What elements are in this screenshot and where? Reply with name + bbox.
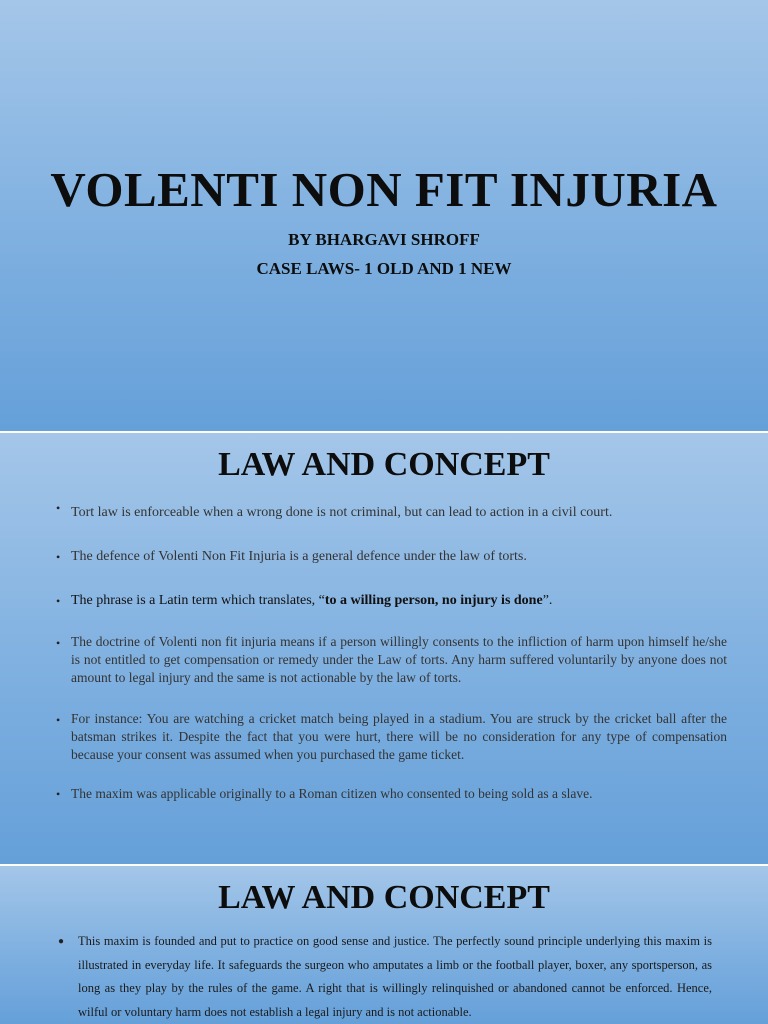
author-byline: BY BHARGAVI SHROFF [288, 230, 480, 249]
bullet-icon: • [56, 594, 61, 608]
bullet-text: Tort law is enforceable when a wrong done is not criminal, but can lead to action in a civil court. [71, 505, 613, 520]
bullet-item [58, 930, 712, 1024]
bullet-text: The doctrine of Volenti non fit injuria means if a person willingly consents to the infliction of harm upon himself he/she is not entitled to get compensation or remedy under the Law of torts. Any harm suffered voluntarily by anyone does not amount to legal injury and the same is not actionable by the law of torts. [71, 634, 727, 685]
bullet-item [56, 710, 727, 764]
bullet-icon: • [56, 501, 61, 515]
bullet-item [56, 786, 727, 802]
bullet-icon: ● [58, 936, 65, 947]
bullet-text-before: The phrase is a Latin term which translates, “ [71, 593, 325, 608]
bullet-icon: • [56, 550, 61, 564]
bullet-item [56, 549, 727, 565]
slide-heading: LAW AND CONCEPT [218, 879, 550, 916]
bullet-item [56, 593, 727, 609]
bullet-text: For instance: You are watching a cricket match being played in a stadium. You are struck by the cricket ball after the batsman strikes it. Despite the fact that you were hurt, there will be no consideration for any type of compensation because your consent was assumed when you purchased the game ticket. [71, 711, 727, 762]
title-slide [0, 0, 768, 431]
bullet-text: The maxim was applicable originally to a Roman citizen who consented to being sold as a slave. [71, 786, 593, 801]
bullet-item [56, 633, 727, 687]
presentation-subtitle: CASE LAWS- 1 OLD AND 1 NEW [256, 259, 512, 278]
bullet-item [56, 501, 727, 521]
bullet-text: This maxim is founded and put to practice on good sense and justice. The perfectly sound principle underlying this maxim is illustrated in everyday life. It safeguards the surgeon who amputates a limb or the football player, boxer, any sportsperson, as long as they play by the rules of the game. A right that is willingly relinquished or abandoned cannot be enforced. Hence, wilful or voluntary harm does not establish a legal injury and is not actionable. [78, 934, 712, 1019]
bullet-icon: • [56, 636, 61, 650]
bullet-icon: • [56, 713, 61, 727]
bullet-text: The defence of Volenti Non Fit Injuria is a general defence under the law of torts. [71, 549, 527, 564]
law-and-concept-slide-2 [0, 866, 768, 1024]
bullet-list [58, 930, 712, 1024]
bullet-icon: • [56, 787, 61, 801]
latin-translation: to a willing person, no injury is done [324, 593, 543, 608]
presentation-title: VOLENTI NON FIT INJURIA [50, 162, 718, 217]
slide-heading: LAW AND CONCEPT [218, 446, 550, 483]
bullet-text-after: ”. [542, 593, 553, 608]
law-and-concept-slide-1 [0, 433, 768, 864]
